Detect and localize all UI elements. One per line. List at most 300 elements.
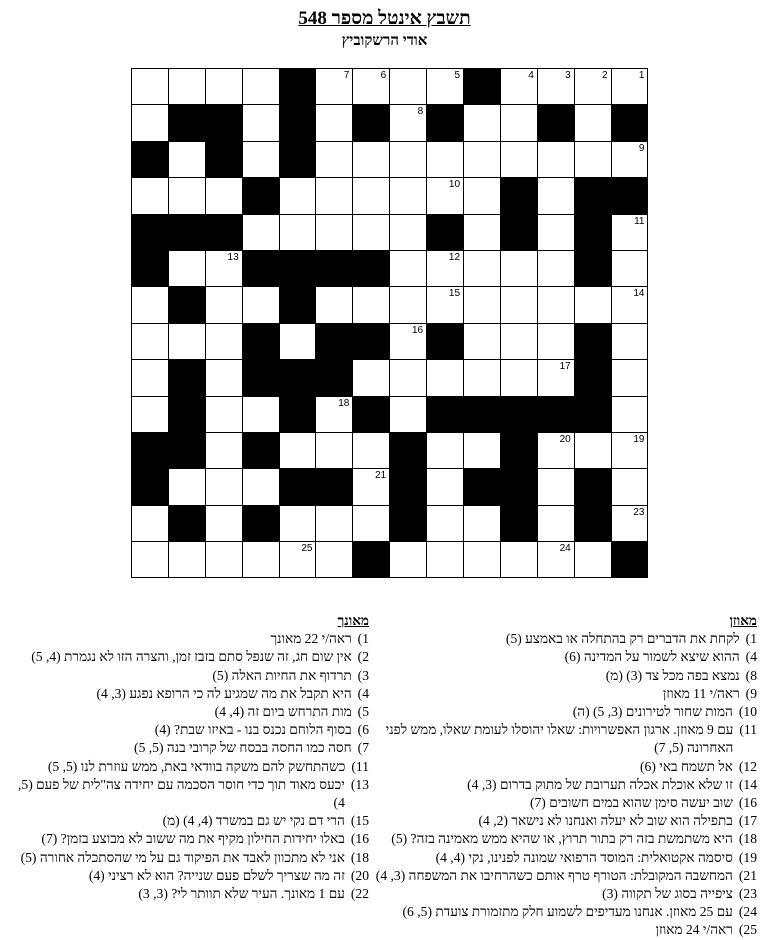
grid-block bbox=[612, 178, 649, 214]
grid-cell[interactable] bbox=[538, 287, 575, 323]
down-clue bbox=[4, 721, 369, 739]
clue-label-number: 4) bbox=[745, 649, 757, 665]
grid-block bbox=[464, 469, 501, 505]
grid-cell[interactable] bbox=[575, 287, 612, 323]
grid-block bbox=[427, 324, 464, 360]
across-clue-list bbox=[367, 630, 757, 939]
grid-cell[interactable] bbox=[169, 324, 206, 360]
grid-block bbox=[575, 360, 612, 396]
grid-cell[interactable] bbox=[427, 142, 464, 178]
grid-cell[interactable] bbox=[612, 251, 649, 287]
grid-block bbox=[575, 506, 612, 542]
grid-cell[interactable] bbox=[612, 324, 649, 360]
across-clue bbox=[367, 776, 757, 794]
grid-cell[interactable] bbox=[612, 287, 649, 323]
clue-text: אל תשמח באי (6) bbox=[640, 758, 733, 774]
grid-cell[interactable] bbox=[390, 178, 427, 214]
grid-cell[interactable] bbox=[538, 360, 575, 396]
clue-label-number: 3) bbox=[357, 667, 369, 683]
grid-cell[interactable] bbox=[427, 506, 464, 542]
grid-cell[interactable] bbox=[243, 105, 280, 141]
grid-cell[interactable] bbox=[427, 542, 464, 578]
grid-cell[interactable] bbox=[501, 69, 538, 105]
clue-label-number: 25) bbox=[738, 922, 757, 938]
grid-cell[interactable] bbox=[390, 69, 427, 105]
grid-block bbox=[501, 397, 538, 433]
clue-number: 10 bbox=[448, 179, 461, 191]
grid-cell[interactable] bbox=[501, 542, 538, 578]
clue-text: ראה/י 22 מאונך bbox=[270, 631, 352, 647]
clue-label-number: 5) bbox=[357, 704, 369, 720]
grid-block bbox=[538, 397, 575, 433]
grid-block bbox=[353, 397, 390, 433]
grid-block bbox=[132, 469, 169, 505]
clue-label-number: 14) bbox=[738, 776, 757, 792]
clue-text: תרדוף את החיות האלה (5) bbox=[212, 667, 352, 683]
grid-cell[interactable] bbox=[280, 178, 317, 214]
grid-block bbox=[169, 215, 206, 251]
grid-cell[interactable] bbox=[464, 142, 501, 178]
down-clues bbox=[4, 612, 369, 903]
clue-label-number: 15) bbox=[350, 813, 369, 829]
grid-cell[interactable] bbox=[316, 506, 353, 542]
clue-number: 25 bbox=[301, 543, 313, 555]
across-clue bbox=[367, 794, 757, 812]
clue-text: סיסמה אקטואלית: המוסד הרפואי שמונה לפנינו, נקי (4, 4) bbox=[435, 849, 733, 865]
clue-label-number: 20) bbox=[350, 867, 369, 883]
clue-text: זו שלא אוכלת אכלה תערובת של מתוק בדרום (3, 4) bbox=[467, 776, 733, 792]
grid-cell[interactable] bbox=[538, 251, 575, 287]
clue-number: 17 bbox=[559, 361, 571, 373]
grid-cell[interactable] bbox=[353, 469, 390, 505]
grid-cell[interactable] bbox=[612, 433, 649, 469]
grid-cell[interactable] bbox=[538, 469, 575, 505]
grid-cell[interactable] bbox=[132, 506, 169, 542]
down-clue bbox=[4, 867, 369, 885]
grid-cell[interactable] bbox=[612, 142, 649, 178]
grid-cell[interactable] bbox=[427, 178, 464, 214]
grid-cell[interactable] bbox=[132, 397, 169, 433]
grid-cell[interactable] bbox=[427, 433, 464, 469]
grid-cell[interactable] bbox=[280, 506, 317, 542]
grid-cell[interactable] bbox=[612, 69, 649, 105]
clue-text: נמצא בפה מכל צד (3) (מ) bbox=[605, 667, 740, 683]
grid-cell[interactable] bbox=[206, 433, 243, 469]
grid-block bbox=[612, 105, 649, 141]
grid-block bbox=[206, 105, 243, 141]
across-clue bbox=[367, 867, 757, 885]
grid-cell[interactable] bbox=[501, 142, 538, 178]
grid-cell[interactable] bbox=[427, 360, 464, 396]
across-clue bbox=[367, 703, 757, 721]
grid-block bbox=[132, 251, 169, 287]
clue-text: באלו יחידות החילון מקיף את מה ששוב לא מבוצע בזמן? (7) bbox=[41, 831, 345, 847]
across-clue bbox=[367, 630, 757, 648]
clue-number: 24 bbox=[559, 543, 571, 555]
grid-block bbox=[501, 178, 538, 214]
grid-cell[interactable] bbox=[464, 324, 501, 360]
clue-text: בסוף הלוחם נכנס בנו - באיזו שבת? (4) bbox=[154, 722, 352, 738]
grid-block bbox=[243, 506, 280, 542]
grid-cell[interactable] bbox=[169, 69, 206, 105]
grid-block bbox=[575, 251, 612, 287]
grid-cell[interactable] bbox=[464, 105, 501, 141]
grid-cell[interactable] bbox=[575, 142, 612, 178]
clue-label-number: 6) bbox=[357, 722, 369, 738]
clue-label-number: 19) bbox=[738, 849, 757, 865]
grid-cell[interactable] bbox=[316, 287, 353, 323]
clue-text: בתפילה הוא שוב לא יעלה ואנחנו לא נישאר (2, 4) bbox=[478, 813, 733, 829]
grid-block bbox=[169, 105, 206, 141]
grid-block bbox=[243, 324, 280, 360]
grid-block bbox=[390, 433, 427, 469]
grid-cell[interactable] bbox=[575, 433, 612, 469]
grid-block bbox=[169, 287, 206, 323]
clue-text: חסה כמו החסה בבסח של קרובי בנה (5, 5) bbox=[134, 740, 352, 756]
grid-block bbox=[280, 360, 317, 396]
grid-cell[interactable] bbox=[132, 178, 169, 214]
grid-cell[interactable] bbox=[353, 433, 390, 469]
clue-label-number: 11) bbox=[739, 722, 757, 738]
grid-block bbox=[464, 69, 501, 105]
grid-cell[interactable] bbox=[206, 469, 243, 505]
clue-text: שוב יעשה סימן שהוא במים חשובים (7) bbox=[529, 795, 733, 811]
grid-cell[interactable] bbox=[464, 506, 501, 542]
grid-block bbox=[316, 360, 353, 396]
grid-cell[interactable] bbox=[243, 287, 280, 323]
across-clue bbox=[367, 849, 757, 867]
grid-cell[interactable] bbox=[390, 215, 427, 251]
grid-block bbox=[427, 105, 464, 141]
grid-block bbox=[132, 433, 169, 469]
grid-cell[interactable] bbox=[353, 360, 390, 396]
grid-block bbox=[390, 469, 427, 505]
clue-label-number: 13) bbox=[350, 776, 369, 792]
down-clue bbox=[4, 648, 369, 666]
clue-text: עם 25 מאוזן. אנחנו מעדיפים לשמוע חלק מתזמורת צועדת (5, 6) bbox=[402, 904, 733, 920]
grid-cell[interactable] bbox=[206, 542, 243, 578]
grid-cell[interactable] bbox=[390, 324, 427, 360]
grid-cell[interactable] bbox=[316, 178, 353, 214]
grid-block bbox=[169, 506, 206, 542]
grid-cell[interactable] bbox=[206, 360, 243, 396]
clue-number: 21 bbox=[375, 470, 387, 482]
puzzle-author: אודי הרשקוביץ bbox=[341, 33, 428, 49]
clue-number: 20 bbox=[559, 433, 571, 445]
grid-cell[interactable] bbox=[316, 105, 353, 141]
grid-block bbox=[132, 142, 169, 178]
clue-label-number: 11) bbox=[351, 758, 369, 774]
down-clue bbox=[4, 758, 369, 776]
grid-cell[interactable] bbox=[427, 251, 464, 287]
grid-cell[interactable] bbox=[280, 542, 317, 578]
down-clue-list bbox=[4, 630, 369, 903]
grid-cell[interactable] bbox=[575, 105, 612, 141]
down-clue bbox=[4, 667, 369, 685]
clue-text: ראה/י 11 מאוזן bbox=[662, 685, 740, 701]
clue-text: לקחת את הדברים רק בהתחלה או באמצע (5) bbox=[505, 631, 740, 647]
clue-label-number: 2) bbox=[357, 649, 369, 665]
grid-cell[interactable] bbox=[390, 287, 427, 323]
across-clue bbox=[367, 885, 757, 903]
clue-text: המות שחור לטירונים (3, 5) (ה) bbox=[572, 704, 733, 720]
clue-number: 2 bbox=[602, 70, 608, 81]
clue-text: אין שום חג, זה שנפל סתם בזבז זמן, והצרה הזו לא נגמרת (4, 5) bbox=[31, 649, 352, 665]
grid-cell[interactable] bbox=[353, 69, 390, 105]
clue-label-number: 9) bbox=[745, 685, 757, 701]
grid-cell[interactable] bbox=[612, 360, 649, 396]
grid-block bbox=[501, 469, 538, 505]
grid-block bbox=[280, 469, 317, 505]
grid-block bbox=[280, 397, 317, 433]
clue-number: 11 bbox=[634, 215, 645, 227]
clue-label-number: 8) bbox=[745, 667, 757, 683]
clue-text: המחשבה המקובלת: הטורף טרף אותם כשהרחיבו את המשפחה (3, 4) bbox=[375, 867, 733, 883]
grid-cell[interactable] bbox=[612, 506, 649, 542]
grid-cell[interactable] bbox=[169, 178, 206, 214]
clue-label-number: 7) bbox=[357, 740, 369, 756]
grid-cell[interactable] bbox=[206, 178, 243, 214]
grid-cell[interactable] bbox=[501, 287, 538, 323]
crossword-grid bbox=[131, 68, 648, 578]
grid-cell[interactable] bbox=[243, 469, 280, 505]
grid-cell[interactable] bbox=[353, 142, 390, 178]
clue-text: כשהתחשק להם משקה בוודאי באת, ממש עוזרת לנו (5, 5) bbox=[47, 758, 346, 774]
down-clue bbox=[4, 885, 369, 903]
across-heading: מאוזן bbox=[729, 613, 757, 628]
grid-cell[interactable] bbox=[390, 142, 427, 178]
grid-cell[interactable] bbox=[501, 251, 538, 287]
grid-cell[interactable] bbox=[280, 324, 317, 360]
grid-cell[interactable] bbox=[280, 433, 317, 469]
grid-cell[interactable] bbox=[132, 69, 169, 105]
grid-cell[interactable] bbox=[206, 251, 243, 287]
clue-text: ההוא שיצא לשמור על המדינה (6) bbox=[564, 649, 740, 665]
grid-block bbox=[353, 542, 390, 578]
grid-block bbox=[316, 251, 353, 287]
grid-cell[interactable] bbox=[243, 69, 280, 105]
across-clue bbox=[367, 921, 757, 939]
grid-cell[interactable] bbox=[612, 469, 649, 505]
grid-cell[interactable] bbox=[206, 506, 243, 542]
grid-cell[interactable] bbox=[169, 142, 206, 178]
grid-cell[interactable] bbox=[353, 506, 390, 542]
grid-cell[interactable] bbox=[538, 324, 575, 360]
grid-cell[interactable] bbox=[316, 397, 353, 433]
grid-cell[interactable] bbox=[538, 69, 575, 105]
clue-label-number: 22) bbox=[350, 886, 369, 902]
down-clue bbox=[4, 739, 369, 757]
grid-block bbox=[280, 251, 317, 287]
grid-block bbox=[390, 506, 427, 542]
across-clue bbox=[367, 648, 757, 666]
grid-block bbox=[501, 506, 538, 542]
grid-block bbox=[243, 178, 280, 214]
clue-number: 3 bbox=[565, 70, 571, 81]
clue-text: עם 1 מאונך. העיר שלא תוותר לי? (3, 3) bbox=[138, 886, 345, 902]
grid-block bbox=[353, 251, 390, 287]
clue-number: 6 bbox=[380, 70, 387, 81]
grid-cell[interactable] bbox=[243, 142, 280, 178]
grid-cell[interactable] bbox=[464, 360, 501, 396]
grid-cell[interactable] bbox=[538, 178, 575, 214]
grid-block bbox=[575, 215, 612, 251]
grid-cell[interactable] bbox=[206, 69, 243, 105]
clue-number: 13 bbox=[227, 251, 239, 263]
grid-cell[interactable] bbox=[427, 69, 464, 105]
clue-number: 15 bbox=[448, 288, 461, 300]
clue-number: 4 bbox=[528, 70, 534, 81]
grid-block bbox=[575, 178, 612, 214]
grid-cell[interactable] bbox=[538, 433, 575, 469]
grid-cell[interactable] bbox=[316, 215, 353, 251]
clue-label-number: 1) bbox=[357, 631, 369, 647]
grid-block bbox=[169, 433, 206, 469]
clue-label-number: 16) bbox=[738, 795, 757, 811]
grid-cell[interactable] bbox=[243, 397, 280, 433]
grid-cell[interactable] bbox=[575, 69, 612, 105]
grid-block bbox=[464, 397, 501, 433]
down-heading: מאונך bbox=[337, 613, 369, 628]
clue-label-number: 23) bbox=[738, 886, 757, 902]
grid-cell[interactable] bbox=[464, 215, 501, 251]
grid-block bbox=[132, 215, 169, 251]
across-clue bbox=[367, 903, 757, 921]
grid-cell[interactable] bbox=[206, 397, 243, 433]
grid-cell[interactable] bbox=[280, 215, 317, 251]
clue-number: 16 bbox=[412, 324, 424, 336]
clue-label-number: 4) bbox=[357, 685, 369, 701]
clue-number: 23 bbox=[633, 506, 645, 518]
grid-cell[interactable] bbox=[464, 178, 501, 214]
grid-cell[interactable] bbox=[538, 142, 575, 178]
grid-cell[interactable] bbox=[390, 360, 427, 396]
grid-block bbox=[243, 433, 280, 469]
clue-label-number: 12) bbox=[738, 758, 757, 774]
down-clue bbox=[4, 703, 369, 721]
grid-cell[interactable] bbox=[427, 469, 464, 505]
grid-block bbox=[427, 215, 464, 251]
puzzle-title: תשבץ אינטל מספר 548 bbox=[298, 8, 471, 29]
grid-block bbox=[280, 105, 317, 141]
grid-cell[interactable] bbox=[538, 542, 575, 578]
clue-label-number: 17) bbox=[738, 813, 757, 829]
grid-cell[interactable] bbox=[132, 105, 169, 141]
clue-label-number: 18) bbox=[350, 849, 369, 865]
grid-cell[interactable] bbox=[169, 251, 206, 287]
grid-cell[interactable] bbox=[538, 506, 575, 542]
grid-cell[interactable] bbox=[464, 542, 501, 578]
grid-block bbox=[575, 324, 612, 360]
grid-cell[interactable] bbox=[169, 469, 206, 505]
across-clue bbox=[367, 812, 757, 830]
down-clue bbox=[4, 776, 369, 812]
clue-label-number: 1) bbox=[745, 631, 757, 647]
grid-cell[interactable] bbox=[132, 542, 169, 578]
across-clue bbox=[367, 830, 757, 848]
grid-cell[interactable] bbox=[612, 215, 649, 251]
down-clue bbox=[4, 830, 369, 848]
grid-cell[interactable] bbox=[132, 324, 169, 360]
grid-cell[interactable] bbox=[390, 251, 427, 287]
grid-cell[interactable] bbox=[501, 324, 538, 360]
down-clue bbox=[4, 812, 369, 830]
clue-number: 12 bbox=[448, 251, 461, 263]
grid-cell[interactable] bbox=[132, 360, 169, 396]
grid-cell[interactable] bbox=[206, 287, 243, 323]
grid-cell[interactable] bbox=[353, 215, 390, 251]
down-clue bbox=[4, 685, 369, 703]
clue-number: 19 bbox=[633, 433, 645, 445]
grid-cell[interactable] bbox=[501, 105, 538, 141]
grid-cell[interactable] bbox=[390, 105, 427, 141]
across-clue bbox=[367, 667, 757, 685]
clue-label-number: 21) bbox=[738, 867, 757, 883]
grid-cell[interactable] bbox=[353, 287, 390, 323]
across-clues bbox=[367, 612, 757, 940]
grid-cell[interactable] bbox=[316, 69, 353, 105]
clue-number: 18 bbox=[338, 397, 350, 409]
grid-block bbox=[169, 360, 206, 396]
grid-cell[interactable] bbox=[464, 287, 501, 323]
clue-label-number: 24) bbox=[738, 904, 757, 920]
grid-cell[interactable] bbox=[538, 215, 575, 251]
grid-block bbox=[280, 142, 317, 178]
grid-cell[interactable] bbox=[575, 542, 612, 578]
clue-text: זה מה שצריך לשלם פעם שנייה? הוא לא רציני (4) bbox=[88, 867, 345, 883]
grid-block bbox=[353, 105, 390, 141]
grid-cell[interactable] bbox=[243, 542, 280, 578]
grid-cell[interactable] bbox=[612, 397, 649, 433]
grid-block bbox=[353, 324, 390, 360]
clue-label-number: 10) bbox=[738, 704, 757, 720]
across-clue bbox=[367, 758, 757, 776]
clue-text: אני לא מתכוון לאבד את הפיקוד גם על מי שהסתכלה אחורה (5) bbox=[20, 849, 345, 865]
clue-text: הרי דם נקי יש גם במשרד (4, 4) (מ) bbox=[162, 813, 345, 829]
grid-cell[interactable] bbox=[464, 251, 501, 287]
clue-label-number: 18) bbox=[738, 831, 757, 847]
grid-block bbox=[206, 215, 243, 251]
grid-block bbox=[316, 324, 353, 360]
clue-number: 14 bbox=[633, 288, 645, 300]
grid-cell[interactable] bbox=[316, 433, 353, 469]
clue-text: מות התרחש ביום זה (4, 4) bbox=[214, 704, 352, 720]
clue-number: 1 bbox=[638, 70, 645, 81]
grid-cell[interactable] bbox=[353, 178, 390, 214]
grid-cell[interactable] bbox=[243, 215, 280, 251]
grid-block bbox=[427, 397, 464, 433]
grid-cell[interactable] bbox=[390, 397, 427, 433]
grid-cell[interactable] bbox=[132, 287, 169, 323]
grid-cell[interactable] bbox=[316, 142, 353, 178]
grid-block bbox=[206, 142, 243, 178]
down-clue bbox=[4, 630, 369, 648]
grid-block bbox=[538, 105, 575, 141]
grid-cell[interactable] bbox=[427, 287, 464, 323]
grid-block bbox=[501, 215, 538, 251]
grid-cell[interactable] bbox=[464, 433, 501, 469]
grid-cell[interactable] bbox=[501, 360, 538, 396]
clue-number: 8 bbox=[417, 106, 424, 118]
grid-block bbox=[316, 469, 353, 505]
grid-cell[interactable] bbox=[169, 542, 206, 578]
grid-cell[interactable] bbox=[390, 542, 427, 578]
clue-number: 5 bbox=[454, 70, 461, 81]
clue-text: ציפייה בסוג של תקווה (3) bbox=[602, 886, 733, 902]
grid-cell[interactable] bbox=[206, 324, 243, 360]
grid-cell[interactable] bbox=[316, 542, 353, 578]
grid-block bbox=[243, 360, 280, 396]
